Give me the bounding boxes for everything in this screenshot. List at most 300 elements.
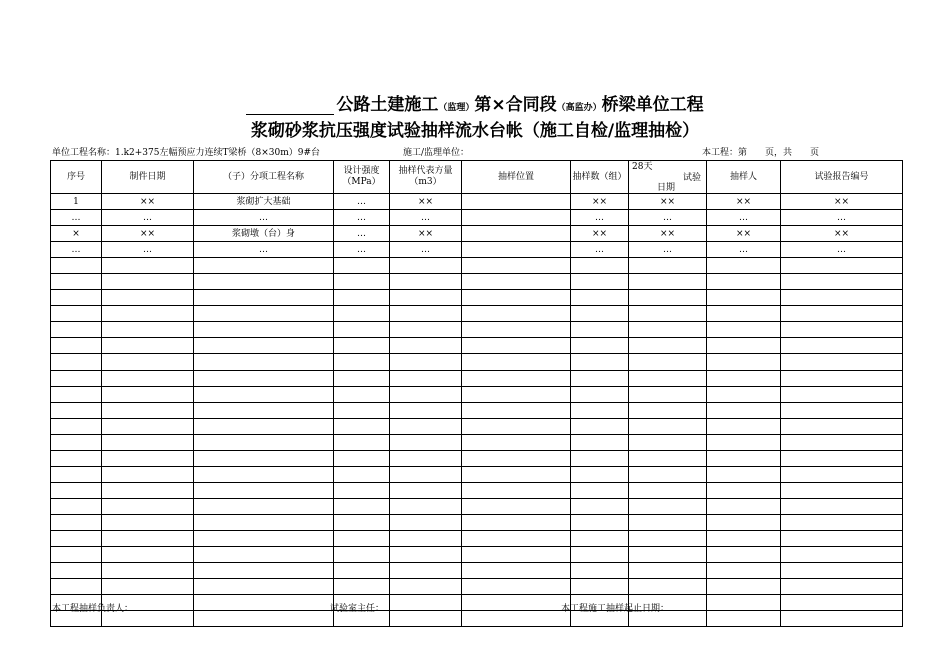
table-cell bbox=[462, 242, 571, 258]
table-cell bbox=[781, 290, 903, 306]
table-cell bbox=[781, 450, 903, 466]
table-cell bbox=[571, 434, 629, 450]
table-cell bbox=[334, 498, 390, 514]
table-cell bbox=[390, 354, 462, 370]
table-cell bbox=[629, 450, 707, 466]
table-cell bbox=[194, 579, 334, 595]
table-cell bbox=[571, 530, 629, 546]
table-cell: … bbox=[194, 210, 334, 226]
table-row bbox=[51, 338, 903, 354]
table-cell bbox=[629, 563, 707, 579]
table-cell bbox=[194, 595, 334, 611]
table-cell bbox=[707, 563, 781, 579]
table-cell bbox=[462, 514, 571, 530]
table-cell bbox=[462, 258, 571, 274]
table-row bbox=[51, 530, 903, 546]
table-cell bbox=[334, 547, 390, 563]
table-cell bbox=[102, 450, 194, 466]
table-cell: … bbox=[334, 226, 390, 242]
table-cell bbox=[781, 498, 903, 514]
header-design-strength: 设计强度（MPa） bbox=[334, 161, 390, 194]
table-cell bbox=[194, 402, 334, 418]
table-cell bbox=[462, 595, 571, 611]
table-cell bbox=[629, 258, 707, 274]
table-cell bbox=[51, 354, 102, 370]
table-cell bbox=[334, 306, 390, 322]
table-cell bbox=[51, 402, 102, 418]
table-cell bbox=[334, 338, 390, 354]
table-cell bbox=[462, 354, 571, 370]
table-cell bbox=[102, 418, 194, 434]
table-cell: … bbox=[390, 210, 462, 226]
table-cell bbox=[462, 338, 571, 354]
table-cell bbox=[102, 306, 194, 322]
table-cell: 浆砌扩大基础 bbox=[194, 194, 334, 210]
table-cell bbox=[51, 579, 102, 595]
table-cell bbox=[781, 434, 903, 450]
table-cell bbox=[194, 466, 334, 482]
title-end: 桥梁单位工程 bbox=[601, 95, 704, 115]
table-cell bbox=[629, 290, 707, 306]
table-cell bbox=[629, 274, 707, 290]
table-cell: … bbox=[781, 210, 903, 226]
table-row bbox=[51, 370, 903, 386]
table-cell bbox=[629, 370, 707, 386]
table-cell bbox=[102, 386, 194, 402]
table-cell bbox=[51, 322, 102, 338]
table-cell bbox=[390, 611, 462, 627]
table-cell bbox=[462, 434, 571, 450]
table-cell bbox=[194, 514, 334, 530]
table-cell: … bbox=[102, 242, 194, 258]
table-row bbox=[51, 226, 903, 242]
table-cell bbox=[629, 338, 707, 354]
table-cell bbox=[707, 611, 781, 627]
table-cell: ×× bbox=[781, 194, 903, 210]
table-cell bbox=[194, 306, 334, 322]
table-cell: … bbox=[51, 242, 102, 258]
unit-project-name: 单位工程名称：1.k2+375左幅预应力连续T梁桥（8×30m）9#台 bbox=[52, 148, 321, 158]
table-cell bbox=[781, 402, 903, 418]
table-cell bbox=[707, 418, 781, 434]
table-cell bbox=[334, 579, 390, 595]
table-cell bbox=[571, 370, 629, 386]
table-cell bbox=[571, 466, 629, 482]
table-cell bbox=[390, 306, 462, 322]
table-row bbox=[51, 466, 903, 482]
table-row bbox=[51, 418, 903, 434]
table-cell: 浆砌墩（台）身 bbox=[194, 226, 334, 242]
table-cell bbox=[194, 338, 334, 354]
table-cell bbox=[707, 498, 781, 514]
table-cell: … bbox=[707, 242, 781, 258]
table-cell bbox=[390, 290, 462, 306]
table-cell bbox=[707, 402, 781, 418]
table-cell bbox=[194, 386, 334, 402]
table-cell bbox=[102, 370, 194, 386]
header-test-date-date: 日期 bbox=[657, 183, 676, 193]
table-cell bbox=[781, 354, 903, 370]
table-cell bbox=[51, 434, 102, 450]
table-cell bbox=[194, 547, 334, 563]
table-cell bbox=[571, 418, 629, 434]
table-cell bbox=[629, 466, 707, 482]
title-blank-underline bbox=[246, 98, 334, 115]
table-cell bbox=[51, 418, 102, 434]
table-cell bbox=[462, 370, 571, 386]
table-cell bbox=[102, 579, 194, 595]
table-cell bbox=[390, 563, 462, 579]
table-cell bbox=[571, 514, 629, 530]
lab-director: 试验室主任： bbox=[330, 604, 385, 614]
table-cell bbox=[781, 306, 903, 322]
table-cell bbox=[51, 547, 102, 563]
table-cell bbox=[781, 370, 903, 386]
table-cell bbox=[781, 595, 903, 611]
document-title-line2: 浆砌砂浆抗压强度试验抽样流水台帐（施工自检/监理抽检） bbox=[250, 121, 700, 141]
table-cell bbox=[707, 322, 781, 338]
table-body bbox=[51, 194, 903, 627]
header-test-date-test: 试验 bbox=[683, 173, 702, 183]
table-cell bbox=[629, 482, 707, 498]
table-row bbox=[51, 563, 903, 579]
table-cell bbox=[462, 482, 571, 498]
table-cell bbox=[707, 354, 781, 370]
table-cell: ×× bbox=[707, 194, 781, 210]
table-cell bbox=[462, 226, 571, 242]
table-cell bbox=[571, 402, 629, 418]
table-cell bbox=[462, 579, 571, 595]
table-cell bbox=[194, 434, 334, 450]
table-cell bbox=[390, 514, 462, 530]
table-cell bbox=[51, 466, 102, 482]
table-cell bbox=[571, 338, 629, 354]
table-row bbox=[51, 210, 903, 226]
table-cell bbox=[51, 290, 102, 306]
table-cell bbox=[707, 274, 781, 290]
table-cell: ×× bbox=[102, 194, 194, 210]
header-make-date: 制件日期 bbox=[102, 161, 194, 194]
table-cell: … bbox=[334, 242, 390, 258]
header-sample-count: 抽样数（组） bbox=[571, 161, 629, 194]
table-cell bbox=[707, 547, 781, 563]
header-sample-volume: 抽样代表方量（m3） bbox=[390, 161, 462, 194]
table-cell bbox=[707, 370, 781, 386]
table-cell bbox=[390, 579, 462, 595]
table-cell bbox=[194, 418, 334, 434]
table-cell: … bbox=[571, 242, 629, 258]
table-cell bbox=[334, 418, 390, 434]
table-cell bbox=[781, 338, 903, 354]
table-cell: ×× bbox=[390, 194, 462, 210]
table-cell bbox=[462, 290, 571, 306]
table-cell bbox=[629, 547, 707, 563]
table-cell bbox=[781, 322, 903, 338]
table-cell bbox=[629, 498, 707, 514]
table-cell bbox=[571, 354, 629, 370]
table-cell bbox=[334, 450, 390, 466]
table-cell bbox=[571, 498, 629, 514]
table-cell bbox=[102, 274, 194, 290]
table-cell bbox=[629, 418, 707, 434]
table-row bbox=[51, 514, 903, 530]
table-cell bbox=[51, 563, 102, 579]
header-sub-item: （子）分项工程名称 bbox=[194, 161, 334, 194]
table-cell: … bbox=[334, 210, 390, 226]
table-cell bbox=[390, 402, 462, 418]
table-cell bbox=[462, 450, 571, 466]
table-cell bbox=[707, 434, 781, 450]
table-cell bbox=[571, 290, 629, 306]
table-cell bbox=[334, 322, 390, 338]
header-seq: 序号 bbox=[51, 161, 102, 194]
table-cell bbox=[462, 563, 571, 579]
table-cell bbox=[571, 306, 629, 322]
table-cell bbox=[571, 258, 629, 274]
table-row bbox=[51, 354, 903, 370]
table-cell bbox=[629, 386, 707, 402]
table-cell bbox=[102, 563, 194, 579]
table-cell bbox=[51, 306, 102, 322]
table-cell bbox=[194, 482, 334, 498]
table-cell bbox=[781, 514, 903, 530]
title-small-1: （监理） bbox=[438, 103, 475, 113]
table-row bbox=[51, 434, 903, 450]
table-cell bbox=[462, 402, 571, 418]
table-cell bbox=[462, 322, 571, 338]
table-cell bbox=[781, 579, 903, 595]
table-cell bbox=[462, 611, 571, 627]
table-cell bbox=[102, 482, 194, 498]
table-cell bbox=[707, 290, 781, 306]
table-cell bbox=[51, 338, 102, 354]
table-cell bbox=[102, 322, 194, 338]
table-cell bbox=[781, 258, 903, 274]
sampling-period: 本工程施工抽样起止日期： bbox=[561, 604, 670, 614]
document-title-line1 bbox=[0, 90, 950, 115]
table-cell bbox=[102, 258, 194, 274]
table-cell bbox=[571, 579, 629, 595]
table-cell bbox=[194, 611, 334, 627]
table-cell bbox=[102, 290, 194, 306]
sampling-ledger-table bbox=[50, 160, 903, 627]
table-cell: … bbox=[102, 210, 194, 226]
table-cell bbox=[102, 402, 194, 418]
table-cell bbox=[462, 194, 571, 210]
table-cell bbox=[334, 274, 390, 290]
table-cell bbox=[571, 322, 629, 338]
table-cell bbox=[781, 547, 903, 563]
table-cell bbox=[194, 258, 334, 274]
table-cell: … bbox=[51, 210, 102, 226]
table-cell: ×× bbox=[629, 194, 707, 210]
table-cell bbox=[102, 466, 194, 482]
table-cell bbox=[102, 498, 194, 514]
table-cell: ×× bbox=[571, 226, 629, 242]
table-cell bbox=[334, 434, 390, 450]
table-row bbox=[51, 611, 903, 627]
table-cell bbox=[390, 498, 462, 514]
table-cell bbox=[194, 498, 334, 514]
table-cell bbox=[334, 290, 390, 306]
table-cell bbox=[334, 530, 390, 546]
table-cell: … bbox=[707, 210, 781, 226]
table-cell bbox=[707, 595, 781, 611]
table-row bbox=[51, 579, 903, 595]
table-row bbox=[51, 258, 903, 274]
table-cell bbox=[707, 530, 781, 546]
construction-unit: 施工/监理单位： bbox=[403, 148, 470, 158]
title-small-2: （高监办） bbox=[556, 103, 602, 113]
table-cell bbox=[334, 402, 390, 418]
table-cell bbox=[462, 418, 571, 434]
table-cell bbox=[781, 530, 903, 546]
table-row bbox=[51, 402, 903, 418]
table-cell bbox=[571, 547, 629, 563]
table-row bbox=[51, 194, 903, 210]
table-cell bbox=[194, 530, 334, 546]
table-cell bbox=[390, 274, 462, 290]
table-cell bbox=[571, 274, 629, 290]
table-cell bbox=[707, 482, 781, 498]
table-row bbox=[51, 290, 903, 306]
table-row bbox=[51, 306, 903, 322]
table-row bbox=[51, 322, 903, 338]
table-cell bbox=[390, 338, 462, 354]
table-cell: … bbox=[781, 242, 903, 258]
table-row bbox=[51, 450, 903, 466]
table-cell bbox=[51, 530, 102, 546]
table-cell bbox=[194, 290, 334, 306]
table-cell bbox=[390, 595, 462, 611]
table-cell bbox=[51, 274, 102, 290]
table-cell: … bbox=[629, 210, 707, 226]
table-cell bbox=[102, 354, 194, 370]
table-cell bbox=[194, 322, 334, 338]
table-cell: ×× bbox=[629, 226, 707, 242]
table-header-row bbox=[51, 161, 903, 194]
table-cell bbox=[629, 322, 707, 338]
table-cell: … bbox=[194, 242, 334, 258]
table-cell bbox=[707, 450, 781, 466]
table-cell: 1 bbox=[51, 194, 102, 210]
table-cell bbox=[707, 579, 781, 595]
table-cell bbox=[629, 354, 707, 370]
table-row bbox=[51, 274, 903, 290]
table-cell bbox=[390, 530, 462, 546]
table-cell bbox=[571, 563, 629, 579]
header-sample-location: 抽样位置 bbox=[462, 161, 571, 194]
table-cell bbox=[102, 338, 194, 354]
table-row bbox=[51, 242, 903, 258]
table-cell: … bbox=[629, 242, 707, 258]
table-cell bbox=[390, 258, 462, 274]
table-cell bbox=[390, 466, 462, 482]
table-cell bbox=[194, 450, 334, 466]
header-test-date-28d: 28天 bbox=[632, 162, 653, 172]
table-cell bbox=[334, 258, 390, 274]
table-cell bbox=[334, 482, 390, 498]
table-cell bbox=[51, 498, 102, 514]
table-cell: … bbox=[571, 210, 629, 226]
table-row bbox=[51, 386, 903, 402]
table-cell: × bbox=[51, 226, 102, 242]
table-cell bbox=[707, 466, 781, 482]
table-cell bbox=[781, 482, 903, 498]
table-cell bbox=[334, 466, 390, 482]
page-info: 本工程：第 页，共 页 bbox=[702, 148, 820, 158]
table-cell bbox=[51, 514, 102, 530]
table-cell bbox=[629, 530, 707, 546]
table-cell bbox=[781, 274, 903, 290]
table-cell bbox=[390, 322, 462, 338]
table-cell bbox=[390, 386, 462, 402]
title-main: 公路土建施工 bbox=[336, 95, 439, 115]
table-cell bbox=[462, 210, 571, 226]
table-cell bbox=[390, 482, 462, 498]
table-cell bbox=[781, 563, 903, 579]
table-cell bbox=[571, 386, 629, 402]
table-cell bbox=[781, 466, 903, 482]
table-cell: … bbox=[390, 242, 462, 258]
table-cell bbox=[334, 386, 390, 402]
table-cell bbox=[707, 306, 781, 322]
table-cell bbox=[707, 338, 781, 354]
table-cell bbox=[462, 498, 571, 514]
sampling-lead: 本工程抽样负责人： bbox=[52, 604, 134, 614]
table-cell bbox=[629, 514, 707, 530]
table-cell bbox=[390, 450, 462, 466]
table-cell bbox=[462, 274, 571, 290]
table-cell bbox=[102, 530, 194, 546]
table-cell bbox=[390, 547, 462, 563]
header-sampler: 抽样人 bbox=[707, 161, 781, 194]
table-cell bbox=[629, 402, 707, 418]
table-cell bbox=[462, 547, 571, 563]
table-row bbox=[51, 547, 903, 563]
table-cell bbox=[334, 514, 390, 530]
title-contract: 第×合同段 bbox=[474, 95, 557, 115]
table-cell bbox=[194, 563, 334, 579]
table-cell bbox=[51, 386, 102, 402]
header-report-no: 试验报告编号 bbox=[781, 161, 903, 194]
header-test-date bbox=[629, 161, 707, 194]
table-cell bbox=[334, 354, 390, 370]
table-cell bbox=[707, 386, 781, 402]
table-cell bbox=[334, 370, 390, 386]
table-cell bbox=[194, 370, 334, 386]
table-cell bbox=[51, 258, 102, 274]
table-cell bbox=[462, 386, 571, 402]
table-cell: ×× bbox=[102, 226, 194, 242]
table-cell bbox=[390, 370, 462, 386]
table-cell bbox=[51, 370, 102, 386]
table-cell bbox=[51, 482, 102, 498]
table-cell bbox=[194, 354, 334, 370]
table-cell: ×× bbox=[781, 226, 903, 242]
table-cell bbox=[390, 418, 462, 434]
table-cell bbox=[390, 434, 462, 450]
table-cell bbox=[781, 418, 903, 434]
table-row bbox=[51, 482, 903, 498]
table-cell bbox=[462, 530, 571, 546]
table-cell bbox=[194, 274, 334, 290]
table-cell: … bbox=[334, 194, 390, 210]
table-cell bbox=[781, 386, 903, 402]
table-cell bbox=[51, 450, 102, 466]
table-cell bbox=[629, 306, 707, 322]
table-cell bbox=[102, 514, 194, 530]
